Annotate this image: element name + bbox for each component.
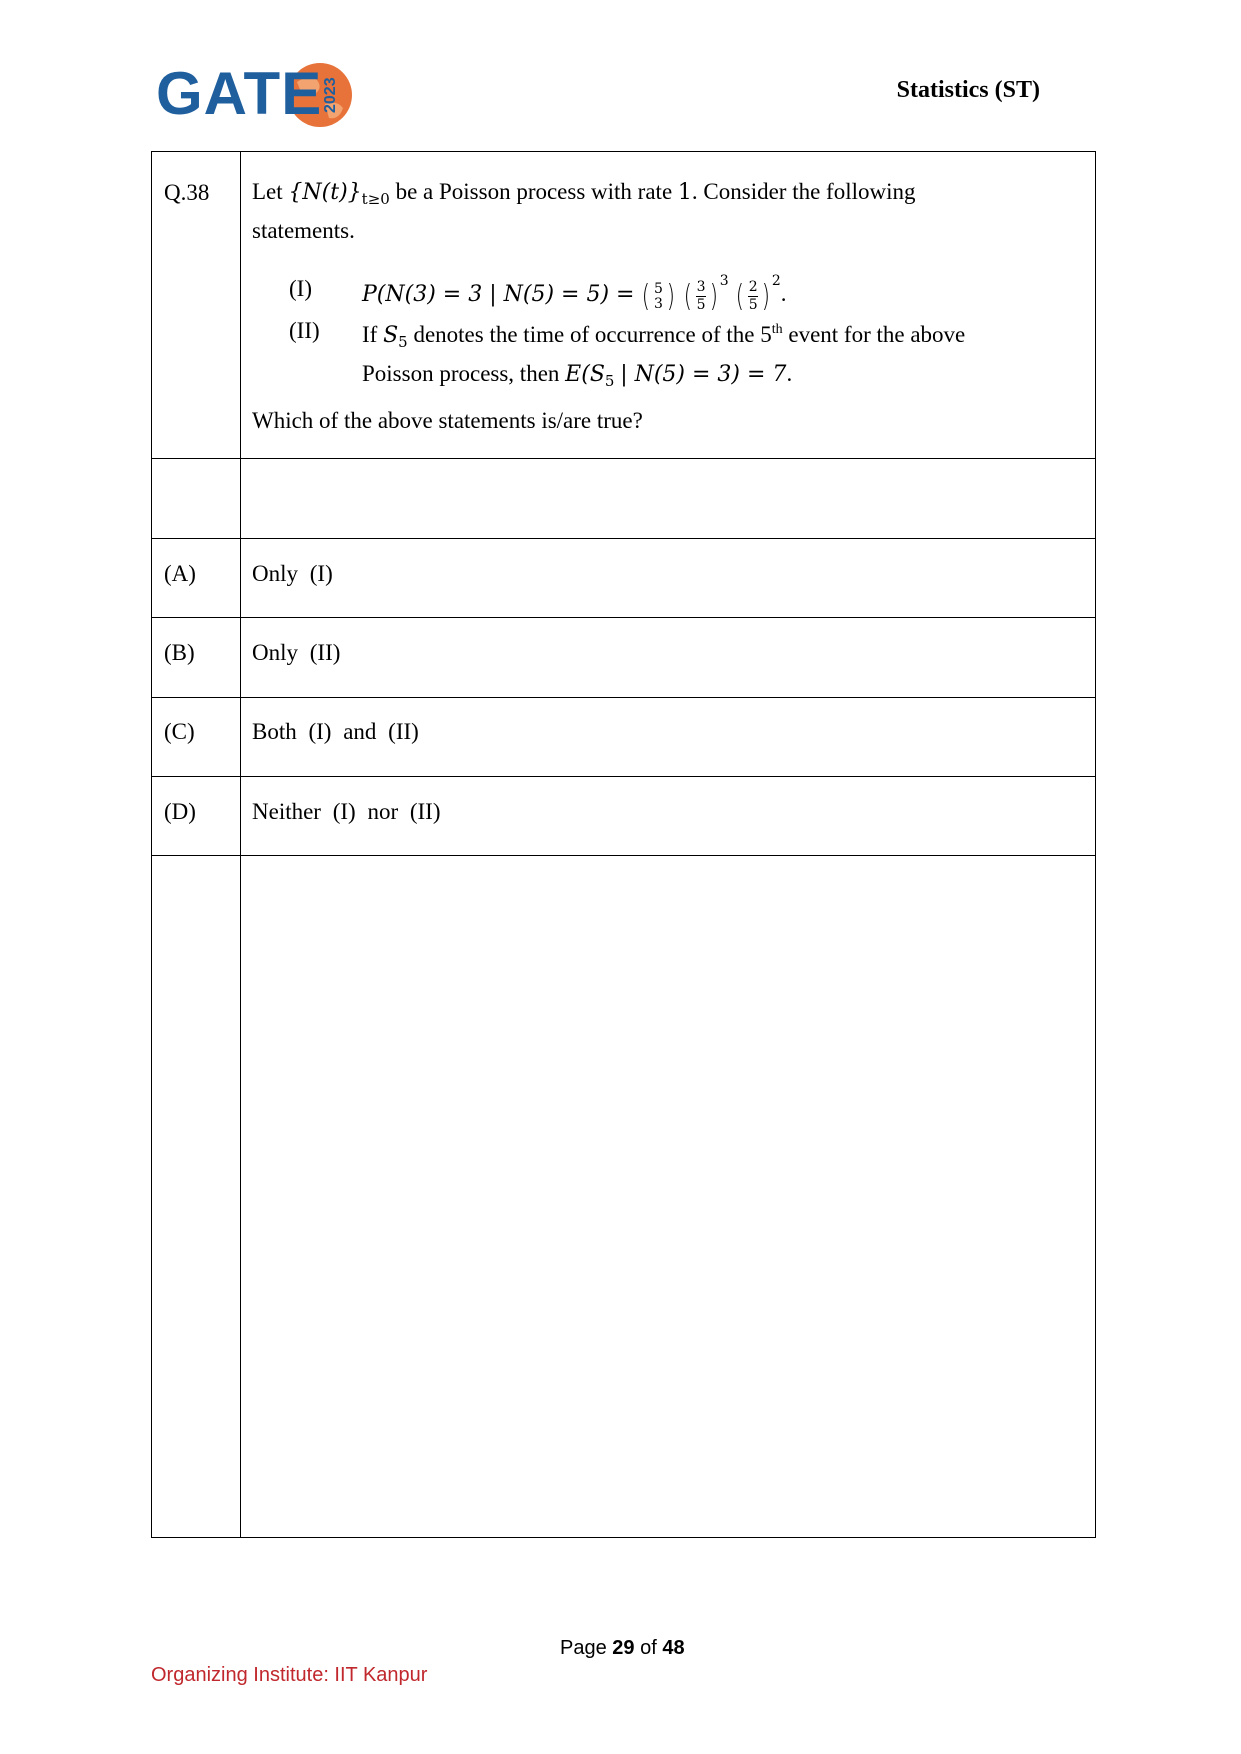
statement-1 [362, 266, 787, 313]
stem-line-2: statements. [252, 218, 355, 243]
statement-1-lhs: P(N(3) = 3 | N(5) = 5) = [362, 282, 635, 307]
statement-2-symbol-sub: 5 [398, 333, 408, 351]
statement-1-label: (I) [289, 276, 312, 301]
statement-2-label: (II) [289, 318, 320, 343]
question-number: Q.38 [164, 180, 210, 205]
statement-2-prefix: If [362, 322, 378, 347]
page-number [560, 1637, 685, 1660]
fraction-2: ( $\frac{2}{5}$ ) [736, 278, 771, 314]
statement-1-end: . [780, 281, 787, 306]
statement-2-mid: denotes the time of occurrence of the 5 [413, 322, 772, 347]
statement-2-expectation-rest: | N(5) = 3) = 7 [620, 362, 787, 387]
option-d-label: (D) [164, 799, 196, 824]
option-b-text[interactable]: Only (II) [252, 640, 341, 665]
statement-2-expectation: E(S [565, 362, 605, 387]
question-stem [252, 176, 1072, 246]
page-prefix: Page [560, 1637, 607, 1659]
row-divider [152, 617, 1095, 618]
column-divider [240, 152, 241, 1537]
stem-suffix-2: . Consider the following [691, 179, 916, 204]
stem-suffix: be a Poisson process with rate [395, 179, 673, 204]
option-c-label: (C) [164, 719, 195, 744]
logo-word: GATE [156, 60, 323, 127]
row-divider [152, 458, 1095, 459]
question-table [151, 151, 1096, 1538]
option-b-label: (B) [164, 640, 195, 665]
option-a-label: (A) [164, 561, 196, 586]
subject-title: Statistics (ST) [896, 77, 1040, 103]
statement-2-line2-prefix: Poisson process, then [362, 361, 560, 386]
fraction-2-numerator: 2 [748, 278, 758, 295]
page-of: of [640, 1637, 657, 1659]
binomial-coefficient: ( 5 3 ) [641, 279, 675, 315]
logo-year: 2023 [322, 77, 339, 113]
row-divider [152, 776, 1095, 777]
option-c-text[interactable]: Both (I) and (II) [252, 719, 419, 744]
fraction-1-exponent: 3 [719, 273, 729, 289]
fraction-2-exponent: 2 [771, 273, 781, 289]
row-divider [152, 697, 1095, 698]
fraction-1: ( $\frac{3}{5}$ ) [684, 278, 719, 314]
option-a-text[interactable]: Only (I) [252, 561, 333, 586]
statement-2 [362, 314, 1082, 397]
statement-2-end: . [786, 361, 793, 386]
fraction-2-denominator: 5 [748, 296, 758, 313]
row-divider [152, 538, 1095, 539]
organizing-institute: Organizing Institute: IIT Kanpur [151, 1664, 428, 1686]
stem-prefix: Let [252, 179, 283, 204]
row-divider [152, 855, 1095, 856]
gate-logo [156, 58, 356, 138]
binom-bottom: 3 [653, 295, 663, 312]
statement-2-sup: th [771, 322, 783, 337]
binom-top: 5 [653, 280, 663, 297]
statement-2-suffix: event for the above [788, 322, 966, 347]
statement-2-expectation-sub: 5 [604, 372, 615, 390]
option-d-text[interactable]: Neither (I) nor (II) [252, 799, 441, 824]
question-prompt: Which of the above statements is/are true? [252, 408, 643, 433]
process-symbol: {N(t)} [288, 180, 362, 205]
page-total: 48 [662, 1637, 685, 1659]
process-subscript: t≥0 [361, 190, 390, 208]
statement-2-symbol: S [383, 323, 399, 348]
fraction-1-denominator: 5 [696, 296, 706, 313]
page-current: 29 [612, 1637, 635, 1659]
rate-value: 1 [677, 180, 692, 205]
fraction-1-numerator: 3 [696, 278, 706, 295]
